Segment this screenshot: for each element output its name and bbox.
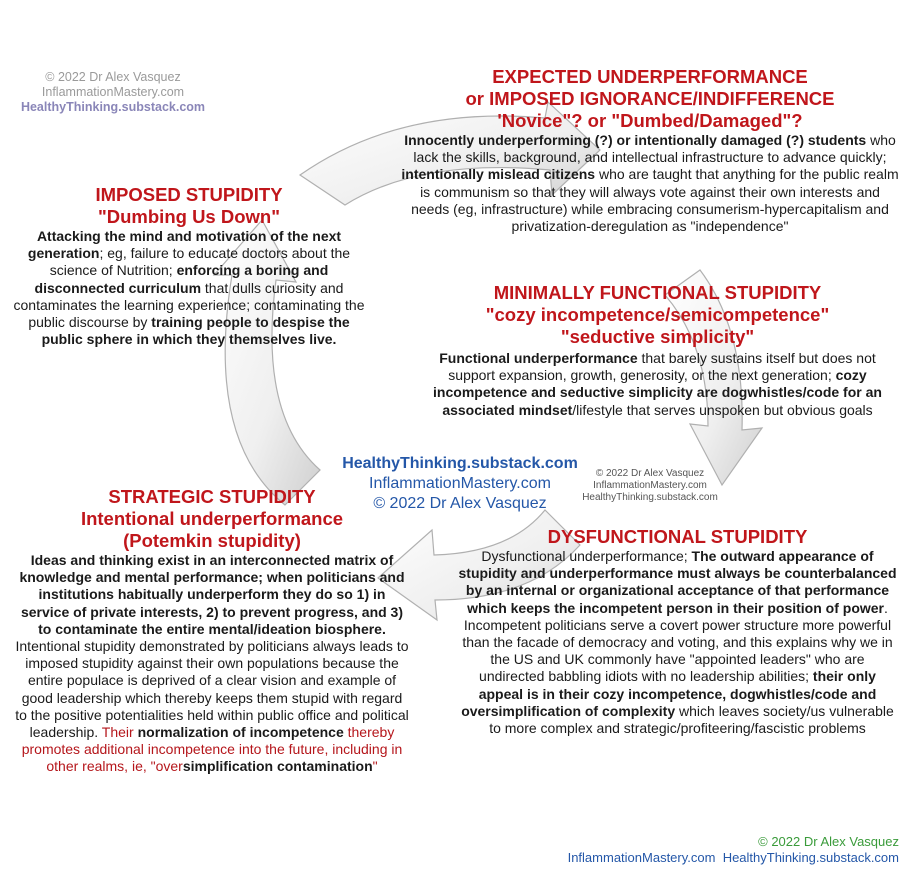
expected-desc-bold-1: Innocently underperforming (?) or intentionally damaged (?) students xyxy=(404,132,867,148)
strategic-desc-text-1: Intentional stupidity demonstrated by politicians always leads to imposed stupidity against their own populations because the entire populace is deprived of a clear vision and example of good leadership which thereby keeps them stupid with regard to the positive potentialities held within public office and political leadership. xyxy=(15,638,409,741)
dysfunctional-desc-bold-1: The outward appearance of stupidity and underperformance must always be counterbalanced by an internal or organizational acceptance of that performance which keeps the incompetent person in their position of power xyxy=(458,548,897,616)
strategic-title-2: Intentional underperformance xyxy=(80,508,344,529)
minimal-title-2: "cozy incompetence/semicompetence" xyxy=(485,304,830,325)
imposed-stupidity-block xyxy=(4,184,374,348)
imposed-desc-text-1: ; eg, failure to educate doctors about the science of Nutrition; xyxy=(49,245,351,279)
watermark-top-left xyxy=(8,70,218,115)
small-watermark xyxy=(570,468,730,504)
dysfunctional-stupidity-block xyxy=(450,526,905,737)
watermark-bottom-right xyxy=(568,834,899,866)
small-watermark-inflammation: InflammationMastery.com xyxy=(593,480,707,491)
br-watermark-sites xyxy=(568,850,899,866)
imposed-description xyxy=(4,228,374,348)
imposed-desc-text-2: that dulls curiosity and contaminates the learning experience; contaminating the public discourse by xyxy=(13,279,365,331)
imposed-title-2: "Dumbing Us Down" xyxy=(98,206,280,227)
minimal-description xyxy=(410,348,905,419)
dysfunctional-description xyxy=(450,548,905,737)
strategic-desc-bold-2: normalization of incompetence xyxy=(137,724,344,741)
expected-desc-bold-2: intentionally mislead citizens xyxy=(401,166,596,183)
watermark-site-inflammation: InflammationMastery.com xyxy=(41,85,185,99)
center-watermark-substack: HealthyThinking.substack.com xyxy=(342,455,578,472)
small-watermark-substack: HealthyThinking.substack.com xyxy=(582,492,718,503)
dysfunctional-desc-text-2: . Incompetent politicians serve a covert power structure more powerful than the facade of democracy and voting, and this explains why we in the US and UK commonly have "appointed leaders" who are undirected babbling idiots with no leadership abilities; xyxy=(462,599,893,685)
minimal-functional-block xyxy=(410,282,905,419)
minimal-desc-bold-1: Functional underperformance xyxy=(439,350,638,366)
expected-underperformance-block xyxy=(395,66,905,235)
strategic-description xyxy=(12,552,412,776)
strategic-desc-red-3: " xyxy=(372,758,378,775)
expected-desc-text-2: who are taught that anything for the public realm is communism so that they will always vote against their own interests and needs (eg, infrastructure) while embracing consumerism-hypercapitalism and privatization-deregulation as "independence" xyxy=(411,166,899,235)
minimal-desc-text-2: /lifestyle that serves unspoken but obvious goals xyxy=(572,401,873,418)
strategic-title-1: STRATEGIC STUPIDITY xyxy=(108,486,316,507)
minimal-desc-text-1: that barely sustains itself but does not support expansion, growth, generosity, or the next generation; xyxy=(448,350,876,384)
small-watermark-copyright: © 2022 Dr Alex Vasquez xyxy=(595,468,705,479)
strategic-title-3: (Potemkin stupidity) xyxy=(123,530,301,551)
br-watermark-copyright: © 2022 Dr Alex Vasquez xyxy=(758,834,899,849)
strategic-desc-bold-3: simplification contamination xyxy=(182,758,373,775)
strategic-stupidity-block xyxy=(12,486,412,776)
minimal-title-3: "seductive simplicity" xyxy=(560,326,755,347)
br-watermark-substack: HealthyThinking.substack.com xyxy=(722,850,899,865)
dysfunctional-desc-text-3: which leaves society/us vulnerable to more complex and strategic/profiteering/fascistic problems xyxy=(489,702,894,737)
expected-desc-text-1: who lack the skills, background, and intellectual infrastructure to advance quickly; xyxy=(413,132,896,166)
expected-title-1: EXPECTED UNDERPERFORMANCE xyxy=(492,66,808,87)
minimal-title-1: MINIMALLY FUNCTIONAL STUPIDITY xyxy=(493,282,822,303)
imposed-desc-bold-1: Attacking the mind and motivation of the next generation xyxy=(27,228,342,262)
imposed-title-1: IMPOSED STUPIDITY xyxy=(95,184,283,205)
br-watermark-inflammation: InflammationMastery.com xyxy=(567,850,716,865)
expected-title-2: or IMPOSED IGNORANCE/INDIFFERENCE xyxy=(465,88,835,109)
minimal-desc-bold-2: cozy incompetence and seductive simplicity are dogwhistles/code for an associated mindset xyxy=(433,367,882,418)
dysfunctional-title: DYSFUNCTIONAL STUPIDITY xyxy=(547,526,808,547)
imposed-desc-bold-2: enforcing a boring and disconnected curriculum xyxy=(34,262,329,296)
dysfunctional-desc-bold-2: their only appeal is in their cozy incompetence, dogwhistles/code and oversimplification of complexity xyxy=(461,668,877,719)
expected-title-3: 'Novice"? or "Dumbed/Damaged"? xyxy=(497,110,803,131)
center-watermark-copyright: © 2022 Dr Alex Vasquez xyxy=(373,495,547,512)
strategic-desc-red-2: thereby promotes additional incompetence into the future, including in other realms, ie, "over xyxy=(21,724,403,775)
watermark-copyright: © 2022 Dr Alex Vasquez xyxy=(45,70,181,84)
center-watermark-inflammation: InflammationMastery.com xyxy=(369,475,551,492)
expected-description xyxy=(395,132,905,235)
dysfunctional-desc-text-1: Dysfunctional underperformance; xyxy=(481,548,692,564)
strategic-desc-bold-1: Ideas and thinking exist in an interconnected matrix of knowledge and mental performance; when politicians and institutions habitually underperform they do so 1) in service of private interests, 2) to prevent progress, and 3) to contaminate the entire mental/ideation biosphere. xyxy=(19,552,405,637)
imposed-desc-bold-3: training people to despise the public sphere in which they themselves live. xyxy=(41,314,350,348)
watermark-site-substack: HealthyThinking.substack.com xyxy=(20,100,206,114)
strategic-desc-red-1: Their xyxy=(101,724,138,741)
